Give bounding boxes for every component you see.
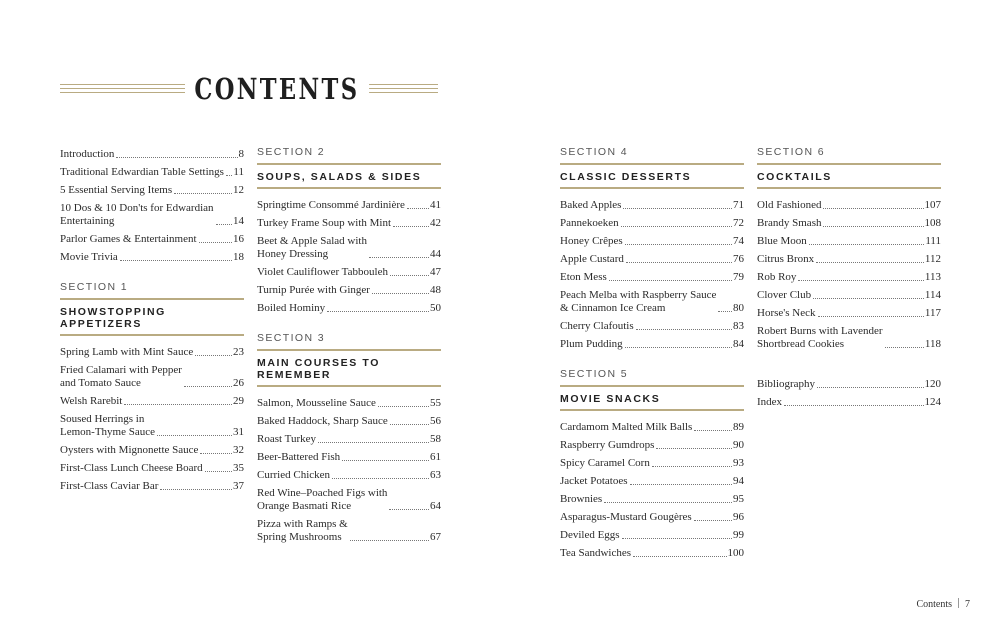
toc-entry[interactable] [60, 202, 244, 228]
entry-title: Pannekoeken [560, 217, 619, 229]
entry-title: Spring Lamb with Mint Sauce [60, 346, 194, 358]
toc-entry[interactable] [757, 235, 941, 248]
entry-title: Red Wine–Poached Figs with Orange Basmati Rice [257, 487, 388, 512]
toc-entry[interactable] [257, 217, 441, 230]
entry-title: Beer-Battered Fish [257, 451, 341, 463]
toc-entry[interactable] [60, 364, 244, 390]
toc-entry[interactable] [60, 148, 244, 161]
dot-leader [636, 329, 732, 330]
entry-title: Welsh Rarebit [60, 395, 123, 407]
toc-entry[interactable] [560, 338, 744, 351]
toc-entry[interactable] [560, 235, 744, 248]
dot-leader [784, 405, 923, 406]
entry-page-number: 76 [733, 253, 744, 265]
dot-leader [390, 424, 429, 425]
entry-title: Citrus Bronx [757, 253, 815, 265]
section-label: SECTION 2 [257, 146, 326, 158]
dot-leader [656, 448, 732, 449]
entry-page-number: 50 [430, 302, 441, 314]
entry-title: Brandy Smash [757, 217, 822, 229]
entry-page-number: 83 [733, 320, 744, 332]
entry-title: Boiled Hominy [257, 302, 326, 314]
entry-title: First-Class Caviar Bar [60, 480, 159, 492]
entry-title: Violet Cauliflower Tabbouleh [257, 266, 388, 278]
toc-entry[interactable] [257, 199, 441, 212]
dot-leader [817, 387, 923, 388]
section-heading: MAIN COURSES TO REMEMBER [257, 349, 441, 387]
entry-title: Blue Moon [757, 235, 807, 247]
toc-entry[interactable] [757, 217, 941, 230]
column-2 [257, 146, 441, 549]
column-3 [560, 146, 744, 565]
entry-page-number: 96 [733, 511, 744, 523]
section-6 [757, 146, 941, 351]
toc-entry[interactable] [560, 493, 744, 506]
page-footer [916, 598, 970, 610]
entry-page-number: 114 [924, 289, 941, 301]
dot-leader [630, 484, 732, 485]
entry-title: Old Fashioned [757, 199, 822, 211]
page-number: 7 [965, 599, 970, 610]
entry-title: Robert Burns with Lavender Shortbread Cookies [757, 325, 883, 350]
entry-title: Curried Chicken [257, 469, 331, 481]
section-label: SECTION 3 [257, 332, 326, 344]
entry-title: Clover Club [757, 289, 812, 301]
dot-leader [372, 293, 429, 294]
toc-entry[interactable] [757, 307, 941, 320]
dot-leader [393, 226, 429, 227]
entry-title: Index [757, 396, 783, 408]
toc-entry[interactable] [60, 480, 244, 493]
dot-leader [390, 275, 429, 276]
toc-entry[interactable] [60, 233, 244, 246]
entry-page-number: 11 [233, 166, 244, 178]
entry-page-number: 124 [924, 396, 941, 408]
dot-leader [798, 280, 923, 281]
toc-entry[interactable] [60, 166, 244, 179]
section-label: SECTION 1 [60, 281, 129, 293]
entry-title: Horse's Neck [757, 307, 816, 319]
toc-entry[interactable] [560, 529, 744, 542]
toc-entry[interactable] [757, 396, 941, 409]
entry-title: Pizza with Ramps & Spring Mushrooms [257, 518, 348, 543]
entry-page-number: 31 [233, 426, 244, 438]
entry-page-number: 72 [733, 217, 744, 229]
toc-entry[interactable] [560, 475, 744, 488]
section-2 [257, 146, 441, 315]
toc-entry[interactable] [257, 469, 441, 482]
entry-page-number: 71 [733, 199, 744, 211]
entry-page-number: 94 [733, 475, 744, 487]
toc-entry[interactable] [60, 251, 244, 264]
section-label: SECTION 5 [560, 368, 629, 380]
entry-page-number: 55 [430, 397, 441, 409]
entry-page-number: 8 [238, 148, 244, 160]
entry-page-number: 112 [924, 253, 941, 265]
entry-title: 5 Essential Serving Items [60, 184, 173, 196]
entry-page-number: 107 [924, 199, 941, 211]
entry-page-number: 113 [924, 271, 941, 283]
footer-label: Contents [916, 599, 952, 610]
entry-page-number: 100 [727, 547, 744, 559]
entry-title: Movie Trivia [60, 251, 118, 263]
section-3 [257, 332, 441, 544]
entry-title: First-Class Lunch Cheese Board [60, 462, 203, 474]
toc-entry[interactable] [257, 302, 441, 315]
section-heading: SOUPS, SALADS & SIDES [257, 163, 441, 189]
entry-title: Deviled Eggs [560, 529, 620, 541]
dot-leader [609, 280, 732, 281]
column-1 [60, 148, 244, 498]
dot-leader [116, 157, 237, 158]
entry-page-number: 41 [430, 199, 441, 211]
dot-leader [626, 262, 732, 263]
toc-entry[interactable] [60, 462, 244, 475]
entry-title: Peach Melba with Raspberry Sauce & Cinnamon Ice Cream [560, 289, 717, 314]
dot-leader [809, 244, 925, 245]
entry-page-number: 48 [430, 284, 441, 296]
entry-title: Parlor Games & Entertainment [60, 233, 197, 245]
toc-entry[interactable] [757, 199, 941, 212]
entry-page-number: 117 [924, 307, 941, 319]
dot-leader [633, 556, 726, 557]
dot-leader [389, 509, 429, 510]
section-heading: MOVIE SNACKS [560, 385, 744, 411]
dot-leader [157, 435, 232, 436]
entry-page-number: 29 [233, 395, 244, 407]
column-4 [757, 146, 941, 414]
entry-title: Introduction [60, 148, 115, 160]
toc-entry[interactable] [757, 271, 941, 284]
toc-entry[interactable] [757, 378, 941, 391]
section-4 [560, 146, 744, 351]
toc-entry[interactable] [560, 320, 744, 333]
entry-page-number: 42 [430, 217, 441, 229]
dot-leader [885, 347, 924, 348]
toc-entry[interactable] [560, 547, 744, 560]
entry-page-number: 64 [430, 500, 441, 512]
section-heading: COCKTAILS [757, 163, 941, 189]
entry-page-number: 99 [733, 529, 744, 541]
dot-leader [652, 466, 732, 467]
page-title: CONTENTS [185, 70, 369, 108]
toc-entry[interactable] [560, 271, 744, 284]
dot-leader [184, 386, 232, 387]
entry-title: Soused Herrings in Lemon-Thyme Sauce [60, 413, 155, 438]
toc-entry[interactable] [60, 395, 244, 408]
entry-title: Cardamom Malted Milk Balls [560, 421, 693, 433]
dot-leader [160, 489, 232, 490]
entry-title: Turnip Purée with Ginger [257, 284, 370, 296]
entry-title: Turkey Frame Soup with Mint [257, 217, 392, 229]
dot-leader [622, 538, 732, 539]
entry-page-number: 35 [233, 462, 244, 474]
dot-leader [205, 471, 232, 472]
entry-title: Brownies [560, 493, 603, 505]
entry-title: Oysters with Mignonette Sauce [60, 444, 199, 456]
entry-page-number: 79 [733, 271, 744, 283]
toc-entry[interactable] [560, 289, 744, 315]
entry-page-number: 32 [233, 444, 244, 456]
intro-list [60, 148, 244, 264]
entry-page-number: 18 [233, 251, 244, 263]
toc-entry[interactable] [257, 397, 441, 410]
entry-title: Tea Sandwiches [560, 547, 632, 559]
entry-title: Apple Custard [560, 253, 624, 265]
entry-page-number: 37 [233, 480, 244, 492]
entry-page-number: 67 [430, 531, 441, 543]
toc-entry[interactable] [560, 253, 744, 266]
entry-page-number: 44 [430, 248, 441, 260]
dot-leader [342, 460, 429, 461]
dot-leader [823, 226, 923, 227]
dot-leader [718, 311, 732, 312]
entry-title: Springtime Consommé Jardinière [257, 199, 405, 211]
entry-page-number: 118 [924, 338, 941, 350]
entry-page-number: 26 [233, 377, 244, 389]
entry-page-number: 120 [924, 378, 941, 390]
entry-page-number: 16 [233, 233, 244, 245]
dot-leader [621, 226, 732, 227]
entry-title: Raspberry Gumdrops [560, 439, 655, 451]
dot-leader [604, 502, 732, 503]
toc-entry[interactable] [560, 439, 744, 452]
toc-entry[interactable] [257, 415, 441, 428]
toc-entry[interactable] [257, 235, 441, 261]
entry-title: Salmon, Mousseline Sauce [257, 397, 376, 409]
toc-entry[interactable] [757, 253, 941, 266]
toc-entry[interactable] [560, 511, 744, 524]
entry-page-number: 12 [233, 184, 244, 196]
dot-leader [694, 430, 732, 431]
entry-title: Cherry Clafoutis [560, 320, 634, 332]
dot-leader [625, 244, 732, 245]
entry-title: Baked Haddock, Sharp Sauce [257, 415, 388, 427]
entry-title: Traditional Edwardian Table Settings [60, 166, 224, 178]
dot-leader [813, 298, 924, 299]
toc-entry[interactable] [60, 184, 244, 197]
toc-entry[interactable] [60, 413, 244, 439]
contents-title-block [60, 70, 438, 110]
toc-entry[interactable] [257, 266, 441, 279]
entry-page-number: 95 [733, 493, 744, 505]
dot-leader [350, 540, 429, 541]
entry-page-number: 108 [924, 217, 941, 229]
entry-page-number: 14 [233, 215, 244, 227]
entry-page-number: 93 [733, 457, 744, 469]
entry-page-number: 111 [925, 235, 941, 247]
entry-title: Jacket Potatoes [560, 475, 628, 487]
entry-page-number: 63 [430, 469, 441, 481]
entry-title: Roast Turkey [257, 433, 316, 445]
dot-leader [216, 224, 232, 225]
toc-entry[interactable] [757, 325, 941, 351]
dot-leader [195, 355, 232, 356]
toc-entry[interactable] [560, 421, 744, 434]
toc-entry[interactable] [757, 289, 941, 302]
section-5 [560, 368, 744, 560]
toc-entry[interactable] [257, 433, 441, 446]
dot-leader [226, 175, 233, 176]
entry-title: Spicy Caramel Corn [560, 457, 650, 469]
entry-title: Baked Apples [560, 199, 622, 211]
toc-entry[interactable] [257, 518, 441, 544]
footer-divider [958, 598, 959, 608]
toc-entry[interactable] [560, 199, 744, 212]
dot-leader [816, 262, 924, 263]
entry-page-number: 58 [430, 433, 441, 445]
entry-title: Asparagus-Mustard Gougères [560, 511, 692, 523]
section-heading: CLASSIC DESSERTS [560, 163, 744, 189]
dot-leader [200, 453, 232, 454]
entry-page-number: 47 [430, 266, 441, 278]
toc-entry[interactable] [560, 457, 744, 470]
dot-leader [327, 311, 429, 312]
dot-leader [818, 316, 924, 317]
dot-leader [332, 478, 429, 479]
dot-leader [124, 404, 232, 405]
entry-title: Plum Pudding [560, 338, 623, 350]
toc-entry[interactable] [560, 217, 744, 230]
entry-title: Honey Crêpes [560, 235, 623, 247]
entry-page-number: 61 [430, 451, 441, 463]
entry-title: Fried Calamari with Pepper and Tomato Sauce [60, 364, 182, 389]
dot-leader [120, 260, 232, 261]
entry-title: Rob Roy [757, 271, 797, 283]
entry-page-number: 80 [733, 302, 744, 314]
section-heading: SHOWSTOPPING APPETIZERS [60, 298, 244, 336]
dot-leader [407, 208, 429, 209]
entry-page-number: 74 [733, 235, 744, 247]
section-label: SECTION 6 [757, 146, 826, 158]
toc-entry[interactable] [257, 284, 441, 297]
entry-title: Bibliography [757, 378, 816, 390]
dot-leader [694, 520, 732, 521]
section-1 [60, 281, 244, 493]
entry-page-number: 56 [430, 415, 441, 427]
toc-entry[interactable] [257, 451, 441, 464]
entry-page-number: 23 [233, 346, 244, 358]
entry-page-number: 84 [733, 338, 744, 350]
entry-page-number: 90 [733, 439, 744, 451]
back-matter-list [757, 378, 941, 409]
toc-entry[interactable] [257, 487, 441, 513]
toc-entry[interactable] [60, 346, 244, 359]
toc-entry[interactable] [60, 444, 244, 457]
dot-leader [199, 242, 232, 243]
dot-leader [369, 257, 429, 258]
entry-title: 10 Dos & 10 Don'ts for Edwardian Entertaining [60, 202, 214, 227]
dot-leader [625, 347, 732, 348]
dot-leader [174, 193, 232, 194]
section-label: SECTION 4 [560, 146, 629, 158]
dot-leader [318, 442, 429, 443]
dot-leader [823, 208, 923, 209]
dot-leader [623, 208, 732, 209]
entry-page-number: 89 [733, 421, 744, 433]
entry-title: Beet & Apple Salad with Honey Dressing [257, 235, 367, 260]
dot-leader [378, 406, 429, 407]
entry-title: Eton Mess [560, 271, 607, 283]
